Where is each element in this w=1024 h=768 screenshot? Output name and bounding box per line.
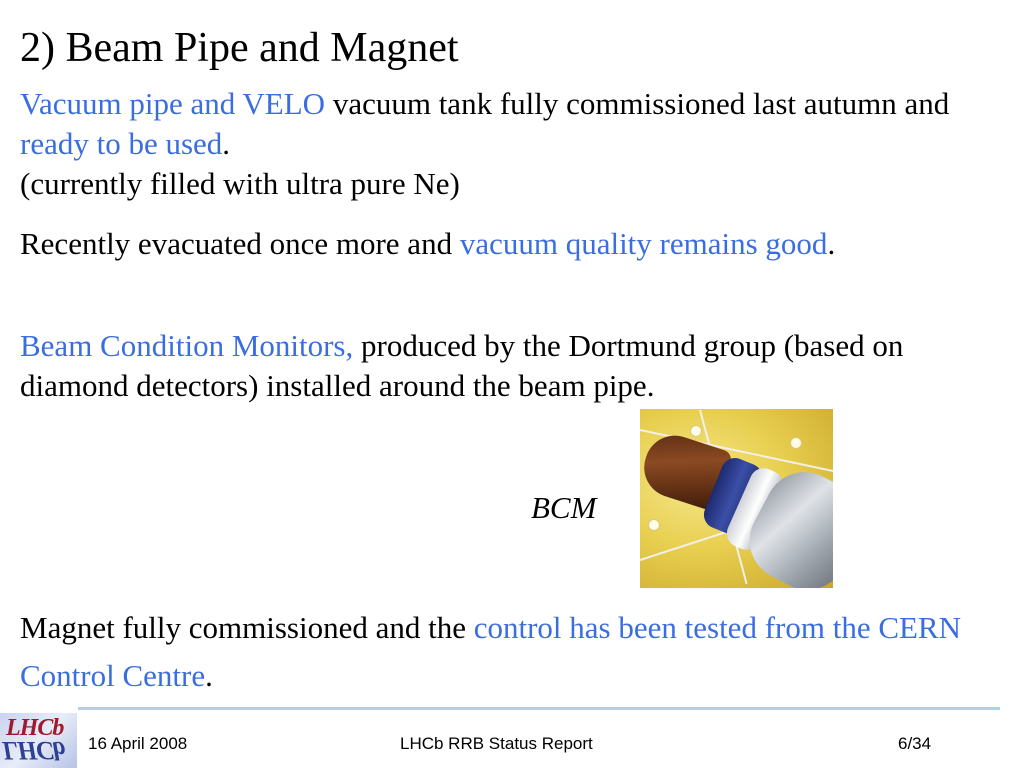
paragraph-vacuum-pipe (20, 84, 1010, 204)
bcm-caption: BCM (531, 490, 597, 525)
logo-text-mirrored: LHCb (2, 736, 65, 765)
text-period: . (205, 658, 213, 693)
paragraph-evacuated (20, 224, 1010, 264)
highlight-vacuum-quality: vacuum quality remains good (459, 226, 828, 261)
photo-dot (790, 437, 802, 449)
text-period: . (222, 126, 231, 161)
slide-title: 2) Beam Pipe and Magnet (20, 25, 459, 71)
highlight-bcm: Beam Condition Monitors, (20, 328, 354, 363)
lhcb-logo (0, 713, 77, 768)
text-commissioned: vacuum tank fully commissioned last autumn and (325, 86, 950, 121)
highlight-control-tested: control has been tested from the CERN Control Centre (20, 610, 962, 693)
footer-date: 16 April 2008 (88, 734, 188, 753)
paragraph-magnet (20, 604, 1010, 700)
highlight-vacuum-pipe: Vacuum pipe and VELO (20, 86, 326, 121)
text-period: . (827, 226, 836, 261)
text-dortmund: produced by the Dortmund group (based on diamond detectors) installed around the beam pipe. (20, 328, 904, 403)
footer-page-number: 6/34 (898, 734, 932, 753)
paragraph-bcm (20, 326, 1010, 406)
photo-dot (648, 519, 660, 531)
text-magnet: Magnet fully commissioned and the (20, 610, 474, 645)
photo-dot (690, 425, 702, 437)
footer-divider (78, 707, 1000, 710)
bcm-photo (640, 409, 833, 588)
footer-title: LHCb RRB Status Report (400, 734, 593, 753)
text-filled-ne: (currently filled with ultra pure Ne) (20, 166, 460, 201)
text-evacuated: Recently evacuated once more and (20, 226, 460, 261)
logo-text: LHCb (6, 715, 64, 741)
highlight-ready: ready to be used (20, 126, 223, 161)
